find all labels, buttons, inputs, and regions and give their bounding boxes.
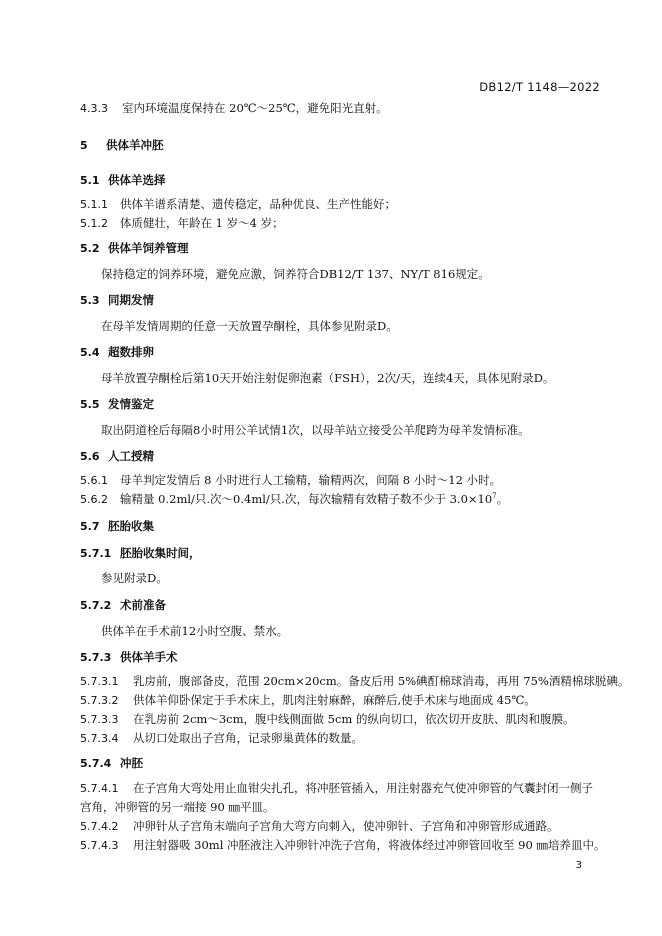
clause-number: 5.7.3.1	[80, 675, 119, 688]
section-5-7-2-heading	[80, 597, 602, 614]
clause-number: 5.7.3.4	[80, 732, 119, 745]
section-5-5-body: 取出阴道栓后每隔8小时用公羊试情1次，以母羊站立接受公羊爬跨为母羊发情标准。	[101, 423, 530, 437]
section-5-1-heading	[80, 172, 602, 189]
clause-text: 母羊判定发情后 8 小时进行人工输精，输精两次，间隔 8 小时～12 小时。	[120, 473, 502, 487]
clause-4-3-3	[80, 100, 602, 117]
section-number: 5.1	[80, 174, 100, 187]
section-number: 5.3	[80, 294, 100, 307]
section-number: 5.4	[80, 346, 100, 359]
clause-number: 5.1.2	[80, 217, 108, 230]
section-5-4-body: 母羊放置孕酮栓后第10天开始注射促卵泡素（FSH），2次/天，连续4天，具体见附录D。	[101, 371, 555, 385]
section-number: 5.7.3	[80, 651, 112, 664]
section-5-5-heading	[80, 396, 602, 413]
clause-5-6-1	[80, 472, 602, 489]
clause-5-7-3-3	[80, 711, 602, 728]
section-5-4-heading	[80, 344, 602, 361]
clause-5-7-3-4	[80, 730, 602, 747]
clause-5-7-4-2	[80, 818, 602, 835]
section-number: 5.2	[80, 242, 100, 255]
clause-text: 在乳房前 2cm～3cm，腹中线侧面做 5cm 的纵向切口，依次切开皮肤、肌肉和腹膜。	[133, 712, 575, 726]
section-title: 供体羊手术	[120, 650, 178, 664]
clause-end-mark: 。	[496, 492, 509, 506]
clause-5-7-4-1-continued: 宫角，冲卵管的另一端接 90 ㎜平皿。	[80, 800, 275, 814]
clause-5-7-3-2	[80, 692, 602, 709]
section-number: 5.5	[80, 398, 100, 411]
clause-number: 4.3.3	[80, 102, 108, 115]
section-title: 冲胚	[120, 756, 143, 770]
clause-number: 5.7.3.3	[80, 713, 119, 726]
section-title: 超数排卵	[108, 345, 154, 359]
clause-text: 供体羊谱系清楚、遗传稳定，品种优良、生产性能好；	[120, 197, 396, 211]
document-code: DB12/T 1148—2022	[479, 80, 600, 94]
section-title: 发情鉴定	[108, 397, 154, 411]
section-5-2-body: 保持稳定的饲养环境，避免应激，饲养符合DB12/T 137、NY/T 816规定。	[101, 267, 490, 281]
clause-number: 5.6.1	[80, 474, 108, 487]
clause-number: 5.7.4.2	[80, 820, 119, 833]
clause-text: 输精量 0.2ml/只.次～0.4ml/只.次，每次输精有效精子数不少于 3.0×10	[120, 492, 493, 506]
section-5-2-heading	[80, 240, 602, 257]
section-5-7-4-heading	[80, 755, 602, 772]
clause-5-1-2	[80, 215, 602, 232]
section-5-6-heading	[80, 448, 602, 465]
section-5-7-1-heading	[80, 545, 602, 562]
section-number: 5.7.1	[80, 547, 112, 560]
clause-5-7-4-1	[80, 780, 602, 797]
section-title: 术前准备	[120, 598, 166, 612]
clause-text: 体质健壮，年龄在 1 岁～4 岁；	[120, 216, 284, 230]
section-number: 5.6	[80, 450, 100, 463]
clause-text: 在子宫角大弯处用止血钳尖扎孔，将冲胚管插入，用注射器充气使冲卵管的气囊封闭一侧子	[133, 781, 593, 795]
section-number: 5.7.4	[80, 757, 112, 770]
section-title: 人工授精	[108, 449, 154, 463]
exponent: 7	[492, 492, 497, 501]
clause-text: 供体羊仰卧保定于手术床上，肌肉注射麻醉，麻醉后,使手术床与地面成 45℃。	[133, 693, 536, 707]
clause-text: 用注射器吸 30ml 冲胚液注入冲卵针冲洗子宫角，将液体经过冲卵管回收至 90 ㎜培养皿中。	[133, 838, 606, 852]
section-5-3-body: 在母羊发情周期的任意一天放置孕酮栓，具体参见附录D。	[101, 319, 398, 333]
section-title: 供体羊饲养管理	[108, 241, 189, 255]
section-5-7-1-body: 参见附录D。	[101, 571, 168, 585]
section-number: 5.7.2	[80, 599, 112, 612]
clause-text: 室内环境温度保持在 20℃～25℃，避免阳光直射。	[122, 101, 388, 115]
clause-number: 5.7.3.2	[80, 694, 119, 707]
section-number: 5.7	[80, 520, 100, 533]
section-title: 胚胎收集	[108, 519, 154, 533]
clause-5-7-3-1	[80, 673, 630, 690]
clause-text: 从切口处取出子宫角，记录卵巢黄体的数量。	[133, 731, 363, 745]
clause-5-6-2	[80, 491, 602, 508]
clause-number: 5.7.4.3	[80, 839, 119, 852]
clause-text: 冲卵针从子宫角末端向子宫角大弯方向刺入，使冲卵针、子宫角和冲卵管形成通路。	[133, 819, 559, 833]
clause-number: 5.1.1	[80, 198, 108, 211]
section-5-7-3-heading	[80, 649, 602, 666]
section-5-7-heading	[80, 518, 602, 535]
section-title: 供体羊冲胚	[106, 138, 164, 152]
clause-number: 5.6.2	[80, 493, 108, 506]
section-5-7-2-body: 供体羊在手术前12小时空腹、禁水。	[101, 624, 289, 638]
section-5-3-heading	[80, 292, 602, 309]
page-number: 3	[575, 860, 582, 871]
clause-5-7-4-3	[80, 837, 606, 854]
clause-text: 乳房前，腹部备皮，范围 20cm×20cm。备皮后用 5%碘酊棉球消毒，再用 75%酒精棉球脱碘。	[133, 674, 630, 688]
section-5-heading	[80, 137, 602, 154]
section-title: 供体羊选择	[108, 173, 166, 187]
clause-number: 5.7.4.1	[80, 782, 119, 795]
section-title: 同期发情	[108, 293, 154, 307]
clause-5-1-1	[80, 196, 602, 213]
section-title: 胚胎收集时间，	[120, 546, 201, 560]
section-number: 5	[80, 139, 88, 152]
